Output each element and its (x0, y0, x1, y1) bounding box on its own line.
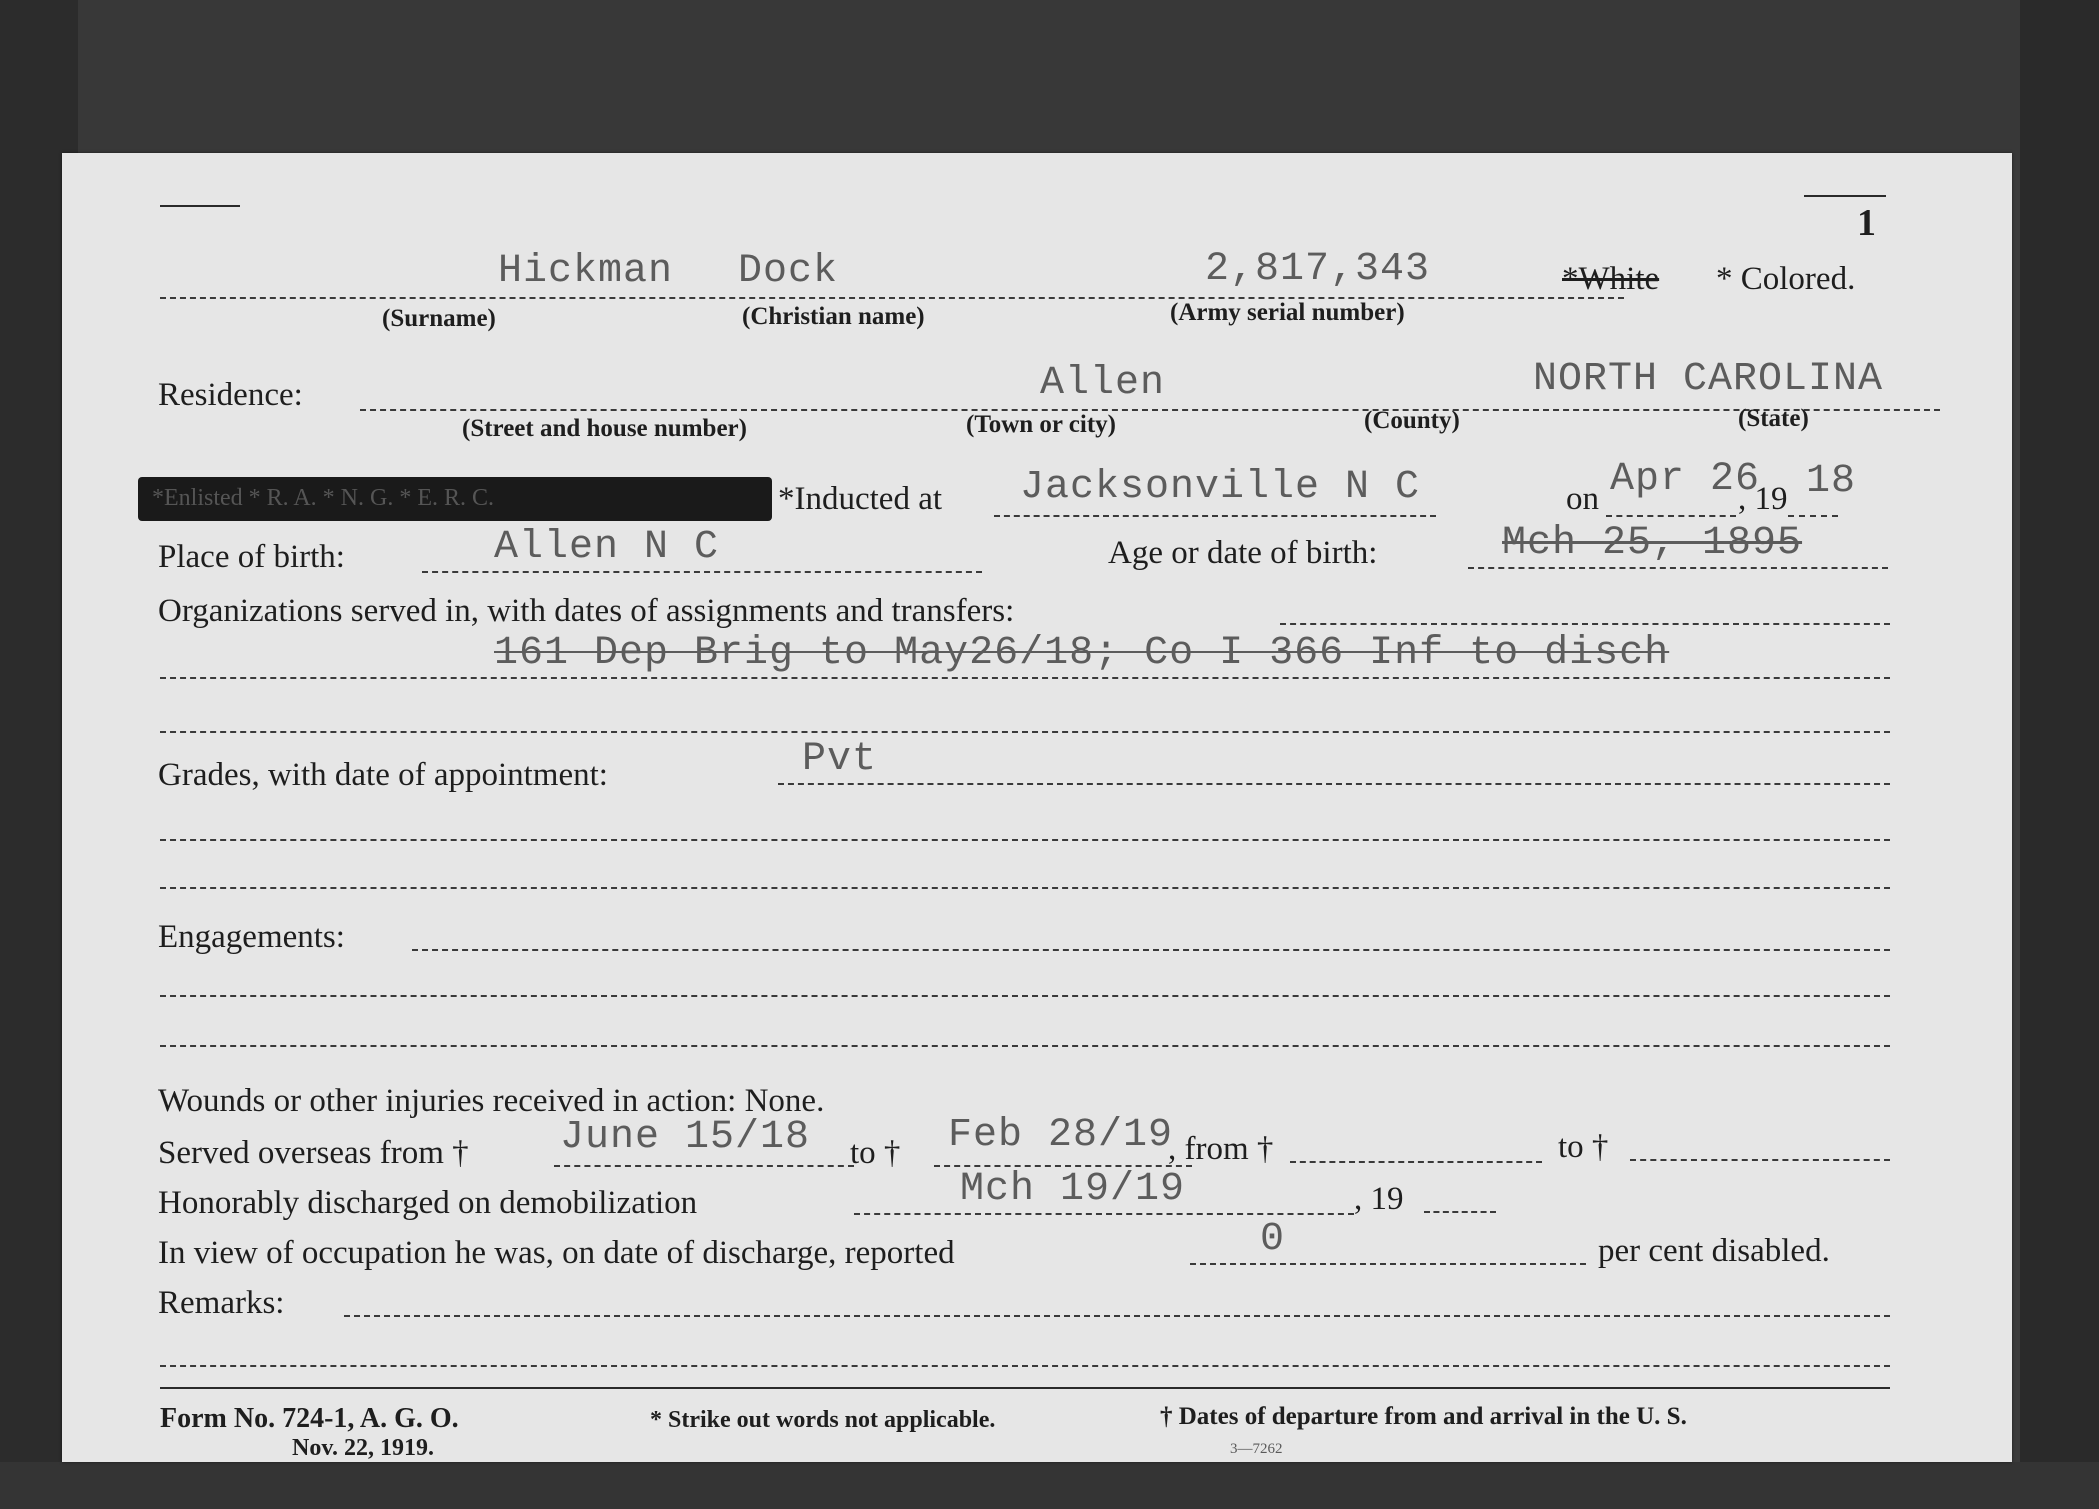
residence-label: Residence: (158, 377, 303, 413)
birthplace-line (422, 571, 982, 573)
organizations-line-2 (160, 677, 1890, 679)
year-line (1788, 515, 1838, 517)
grades-label: Grades, with date of appointment: (158, 757, 608, 793)
second-from-line (1290, 1161, 1542, 1163)
dates-note: † Dates of departure from and arrival in the U. S. (1160, 1403, 1687, 1430)
organizations-value: 161 Dep Brig to May26/18; Co I 366 Inf to disch (494, 631, 1670, 676)
birthplace-value: Allen N C (494, 525, 720, 570)
town-caption: (Town or city) (966, 411, 1116, 438)
state-caption: (State) (1738, 405, 1809, 432)
engagements-label: Engagements: (158, 919, 345, 955)
top-right-rule (1804, 195, 1886, 197)
grades-line-2 (160, 839, 1890, 841)
grades-line-3 (160, 887, 1890, 889)
disabled-line (1190, 1263, 1586, 1265)
overseas-from-line (554, 1165, 854, 1167)
organizations-label: Organizations served in, with dates of assignments and transfers: (158, 593, 1015, 629)
inducted-label: *Inducted at (778, 481, 943, 517)
second-to-label: to † (1558, 1129, 1609, 1165)
wounds-label: Wounds or other injuries received in action: None. (158, 1083, 825, 1119)
town-value: Allen (1040, 361, 1166, 406)
state-value: NORTH CAROLINA (1533, 357, 1884, 402)
serial-number-caption: (Army serial number) (1170, 299, 1405, 326)
christian-name-value: Dock (738, 249, 839, 294)
overseas-label: Served overseas from † (158, 1135, 469, 1171)
overseas-to-label: to † (850, 1135, 901, 1171)
inducted-place-value: Jacksonville N C (1020, 465, 1421, 510)
service-record-card (62, 153, 2012, 1462)
scanner-background-right (2020, 0, 2099, 1509)
year-prefix: , 19 (1738, 481, 1788, 517)
inducted-line (994, 515, 1436, 517)
remarks-label: Remarks: (158, 1285, 285, 1321)
enlisted-options-text: *Enlisted * R. A. * N. G. * E. R. C. (152, 485, 495, 511)
discharged-year-line (1424, 1211, 1496, 1213)
grades-value: Pvt (802, 737, 878, 782)
second-to-line (1630, 1159, 1890, 1161)
organizations-line-3 (160, 731, 1890, 733)
surname-value: Hickman (498, 249, 674, 294)
engagements-line-1 (412, 949, 1890, 951)
scanner-background-top (0, 0, 2099, 160)
strike-out-note: * Strike out words not applicable. (650, 1407, 996, 1433)
organizations-line-1 (1280, 623, 1890, 625)
redaction-bar (138, 477, 772, 521)
top-left-rule (160, 205, 240, 207)
serial-number-value: 2,817,343 (1205, 247, 1431, 292)
second-from-label: , from † (1168, 1131, 1274, 1167)
street-caption: (Street and house number) (462, 415, 747, 442)
occupation-label: In view of occupation he was, on date of discharge, reported (158, 1235, 955, 1271)
scanner-background-bottom (0, 1462, 2099, 1509)
surname-caption: (Surname) (382, 305, 496, 332)
form-number: Form No. 724-1, A. G. O. (160, 1403, 459, 1434)
disabled-value: 0 (1260, 1217, 1286, 1262)
bottom-solid-rule (160, 1387, 1890, 1389)
age-value: Mch 25, 1895 (1502, 521, 1803, 566)
on-label: on (1566, 481, 1599, 517)
card-number: 1 (1857, 202, 1876, 244)
grades-line-1 (778, 783, 1890, 785)
form-date: Nov. 22, 1919. (292, 1435, 435, 1461)
discharged-line (854, 1213, 1354, 1215)
colored-label: * Colored. (1716, 261, 1856, 297)
engagements-line-3 (160, 1045, 1890, 1047)
birthplace-label: Place of birth: (158, 539, 345, 575)
christian-name-caption: (Christian name) (742, 303, 925, 330)
white-label: *White (1562, 261, 1660, 297)
age-line (1468, 567, 1888, 569)
inducted-date-value: Apr 26 (1610, 457, 1761, 502)
discharged-label: Honorably discharged on demobilization (158, 1185, 698, 1221)
inducted-date-line (1606, 515, 1736, 517)
discharged-year-label: , 19 (1354, 1181, 1404, 1217)
county-caption: (County) (1364, 407, 1460, 434)
print-code: 3—7262 (1230, 1441, 1283, 1457)
inducted-year-value: 18 (1806, 459, 1857, 504)
remarks-line-1 (344, 1315, 1890, 1317)
engagements-line-2 (160, 995, 1890, 997)
residence-line (360, 409, 1940, 411)
remarks-line-2 (160, 1365, 1890, 1367)
discharged-value: Mch 19/19 (960, 1167, 1186, 1212)
overseas-from-value: June 15/18 (560, 1115, 811, 1160)
overseas-to-value: Feb 28/19 (948, 1113, 1174, 1158)
age-label: Age or date of birth: (1108, 535, 1378, 571)
disabled-label: per cent disabled. (1598, 1233, 1830, 1269)
